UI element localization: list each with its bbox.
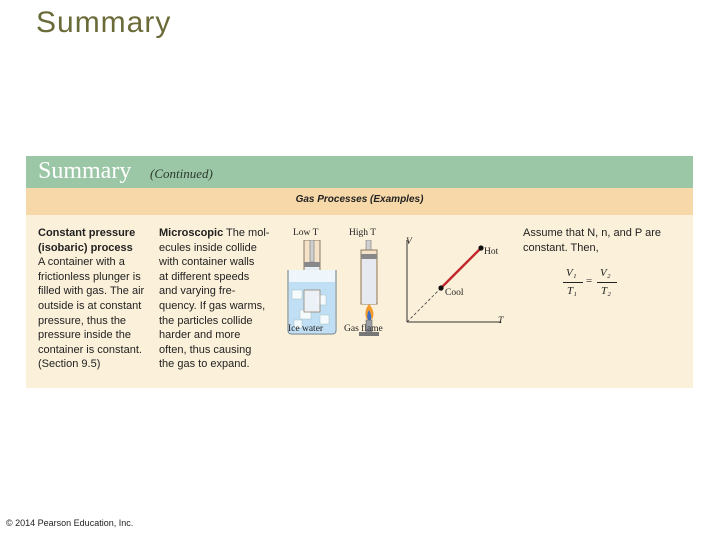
hot-label: Hot bbox=[484, 247, 499, 257]
cool-label: Cool bbox=[445, 288, 464, 298]
section-title: Gas Processes (Examples) bbox=[295, 194, 424, 205]
description-line: filled with gas. The air bbox=[38, 285, 145, 298]
hot-point bbox=[478, 245, 483, 250]
microscopic-label: Microscopic bbox=[159, 227, 224, 239]
extrapolation-line bbox=[407, 288, 441, 322]
equation-lhs-numerator: V₁ bbox=[566, 267, 577, 279]
microscopic-line: the gas to expand. bbox=[159, 358, 250, 371]
slide-title: Summary bbox=[36, 6, 172, 39]
ice-water-label: Ice water bbox=[288, 324, 324, 334]
cool-point bbox=[438, 285, 443, 290]
panel-title: Summary bbox=[38, 158, 132, 184]
description-line: container is constant. bbox=[38, 343, 142, 356]
equation-lhs-denominator: T₁ bbox=[567, 285, 577, 297]
microscopic-first-line-rest: The mol- bbox=[223, 227, 270, 239]
section-header bbox=[26, 188, 693, 215]
high-t-label: High T bbox=[349, 228, 377, 238]
microscopic-line: with container walls bbox=[159, 256, 255, 269]
summary-panel bbox=[26, 156, 693, 388]
microscopic-line: and varying fre- bbox=[159, 285, 236, 298]
microscopic-line: often, thus causing bbox=[159, 343, 252, 356]
equation-rhs-denominator: T₂ bbox=[601, 285, 611, 297]
process-name-line: (isobaric) process bbox=[38, 241, 133, 254]
panel-title-suffix: (Continued) bbox=[150, 166, 213, 181]
equation-equals: = bbox=[586, 275, 593, 287]
microscopic-line: quency. If gas warms, bbox=[159, 299, 266, 312]
t-axis-label: T bbox=[498, 316, 504, 326]
process-name-line: Constant pressure bbox=[38, 227, 136, 239]
copyright-footer: © 2014 Pearson Education, Inc. bbox=[6, 518, 134, 528]
description-line: frictionless plunger is bbox=[38, 270, 141, 283]
description-line: pressure inside the bbox=[38, 329, 131, 342]
microscopic-column bbox=[159, 226, 269, 372]
equation-rhs-numerator: V₂ bbox=[600, 267, 611, 279]
microscopic-line: harder and more bbox=[159, 329, 241, 342]
assumption-column bbox=[523, 226, 661, 255]
low-t-label: Low T bbox=[293, 228, 319, 238]
process-column bbox=[38, 226, 144, 372]
gas-flame-label: Gas flame bbox=[344, 324, 383, 334]
description-line: outside is at constant bbox=[38, 299, 142, 312]
description-line: (Section 9.5) bbox=[38, 358, 101, 371]
assumption-line: Assume that N, n, and P are bbox=[523, 227, 661, 239]
v-axis-label: V bbox=[406, 237, 412, 247]
microscopic-line: ecules inside collide bbox=[159, 241, 257, 254]
description-line: pressure, thus the bbox=[38, 314, 127, 327]
microscopic-line: at different speeds bbox=[159, 270, 250, 283]
description-line: A container with a bbox=[38, 256, 125, 269]
equation-rhs-fraction-bar bbox=[597, 282, 617, 283]
equation-lhs-fraction-bar bbox=[563, 282, 583, 283]
volume-temperature-line bbox=[441, 248, 481, 288]
panel-header bbox=[26, 156, 693, 188]
assumption-line: constant. Then, bbox=[523, 241, 599, 254]
microscopic-line: the particles collide bbox=[159, 314, 253, 327]
microscopic-first-line bbox=[159, 226, 269, 241]
